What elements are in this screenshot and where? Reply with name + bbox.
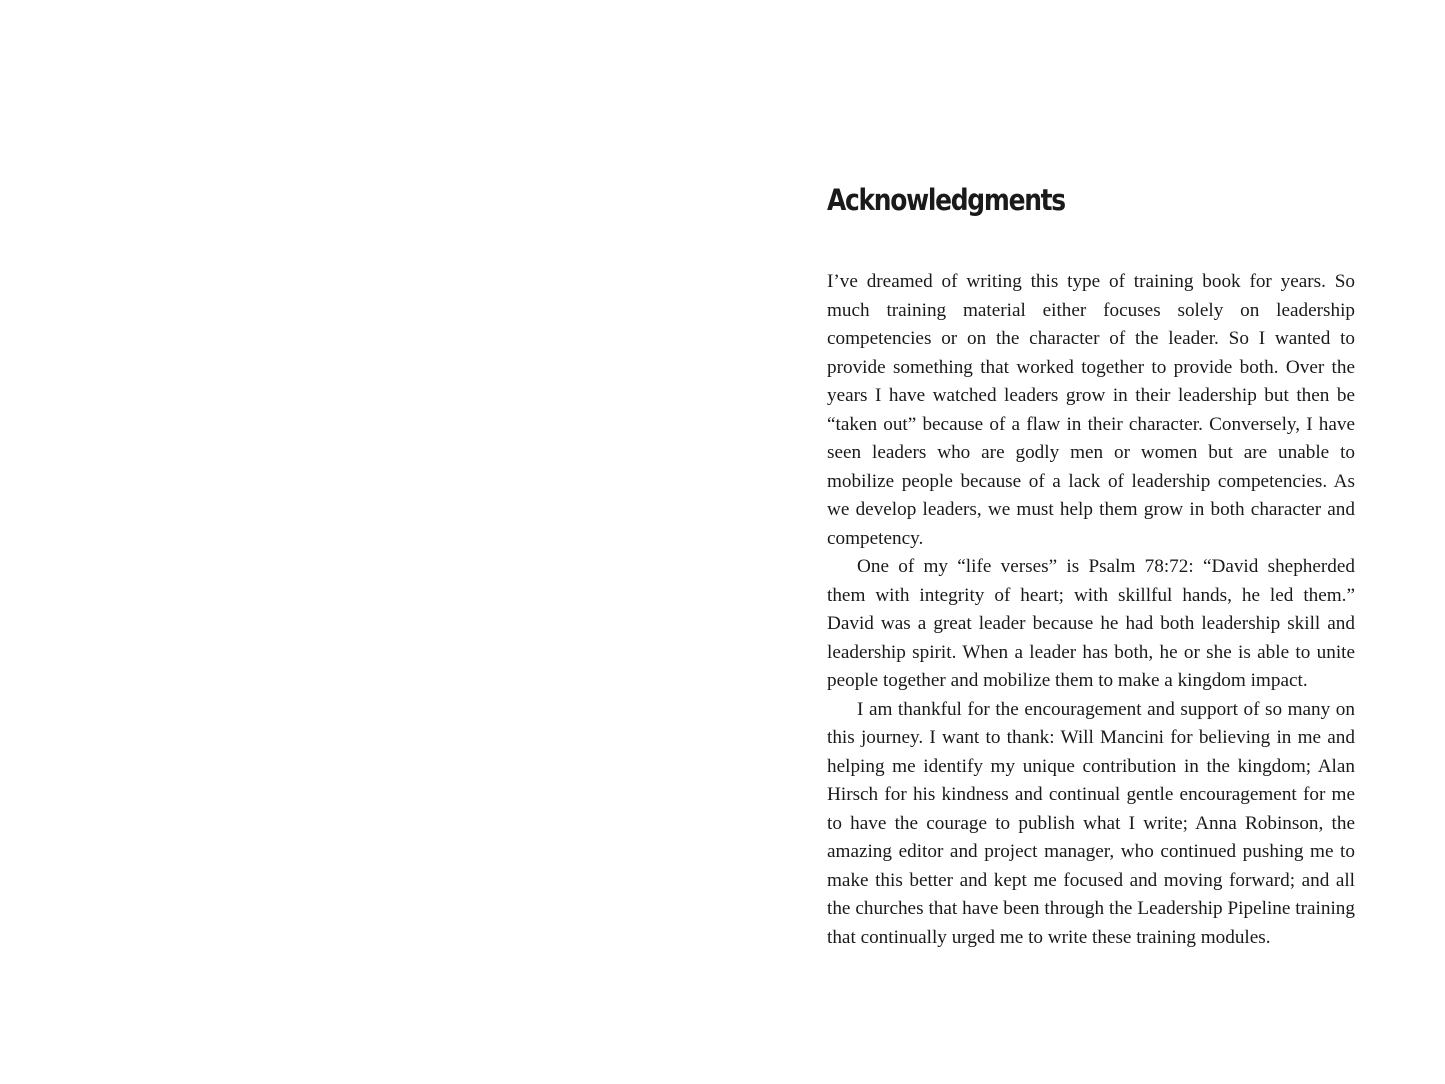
acknowledgments-body (827, 268, 1355, 952)
paragraph-1: I’ve dreamed of writing this type of training book for years. So much training material either focuses solely on leadership competencies or on the character of the leader. So I wanted to provide something that worked together to provide both. Over the years I have watched leaders grow in their leadership but then be “taken out” because of a flaw in their character. Conversely, I have seen leaders who are godly men or women but are unable to mobilize people because of a lack of leadership competencies. As we develop leaders, we must help them grow in both character and competency. (827, 271, 1355, 549)
paragraph-3: I am thankful for the encouragement and support of so many on this journey. I want to thank: Will Mancini for believing in me and helping me identify my unique contribution in the kingdom; Alan Hirsch for his kindness and continual gentle encouragement for me to have the courage to publish what I write; Anna Robinson, the amazing editor and project manager, who continued pushing me to make this better and kept me focused and moving forward; and all the churches that have been through the Leadership Pipeline training that continually urged me to write these training modules. (827, 698, 1355, 948)
paragraph-2: One of my “life verses” is Psalm 78:72: “David shepherded them with integrity of heart; with skillful hands, he led them.” David was a great leader because he had both leadership skill and leadership spirit. When a leader has both, he or she is able to unite people together and mobilize them to make a kingdom impact. (827, 556, 1355, 691)
page-title: Acknowledgments (827, 183, 1065, 217)
right-page (722, 0, 1445, 1084)
left-page-blank (0, 0, 722, 1084)
